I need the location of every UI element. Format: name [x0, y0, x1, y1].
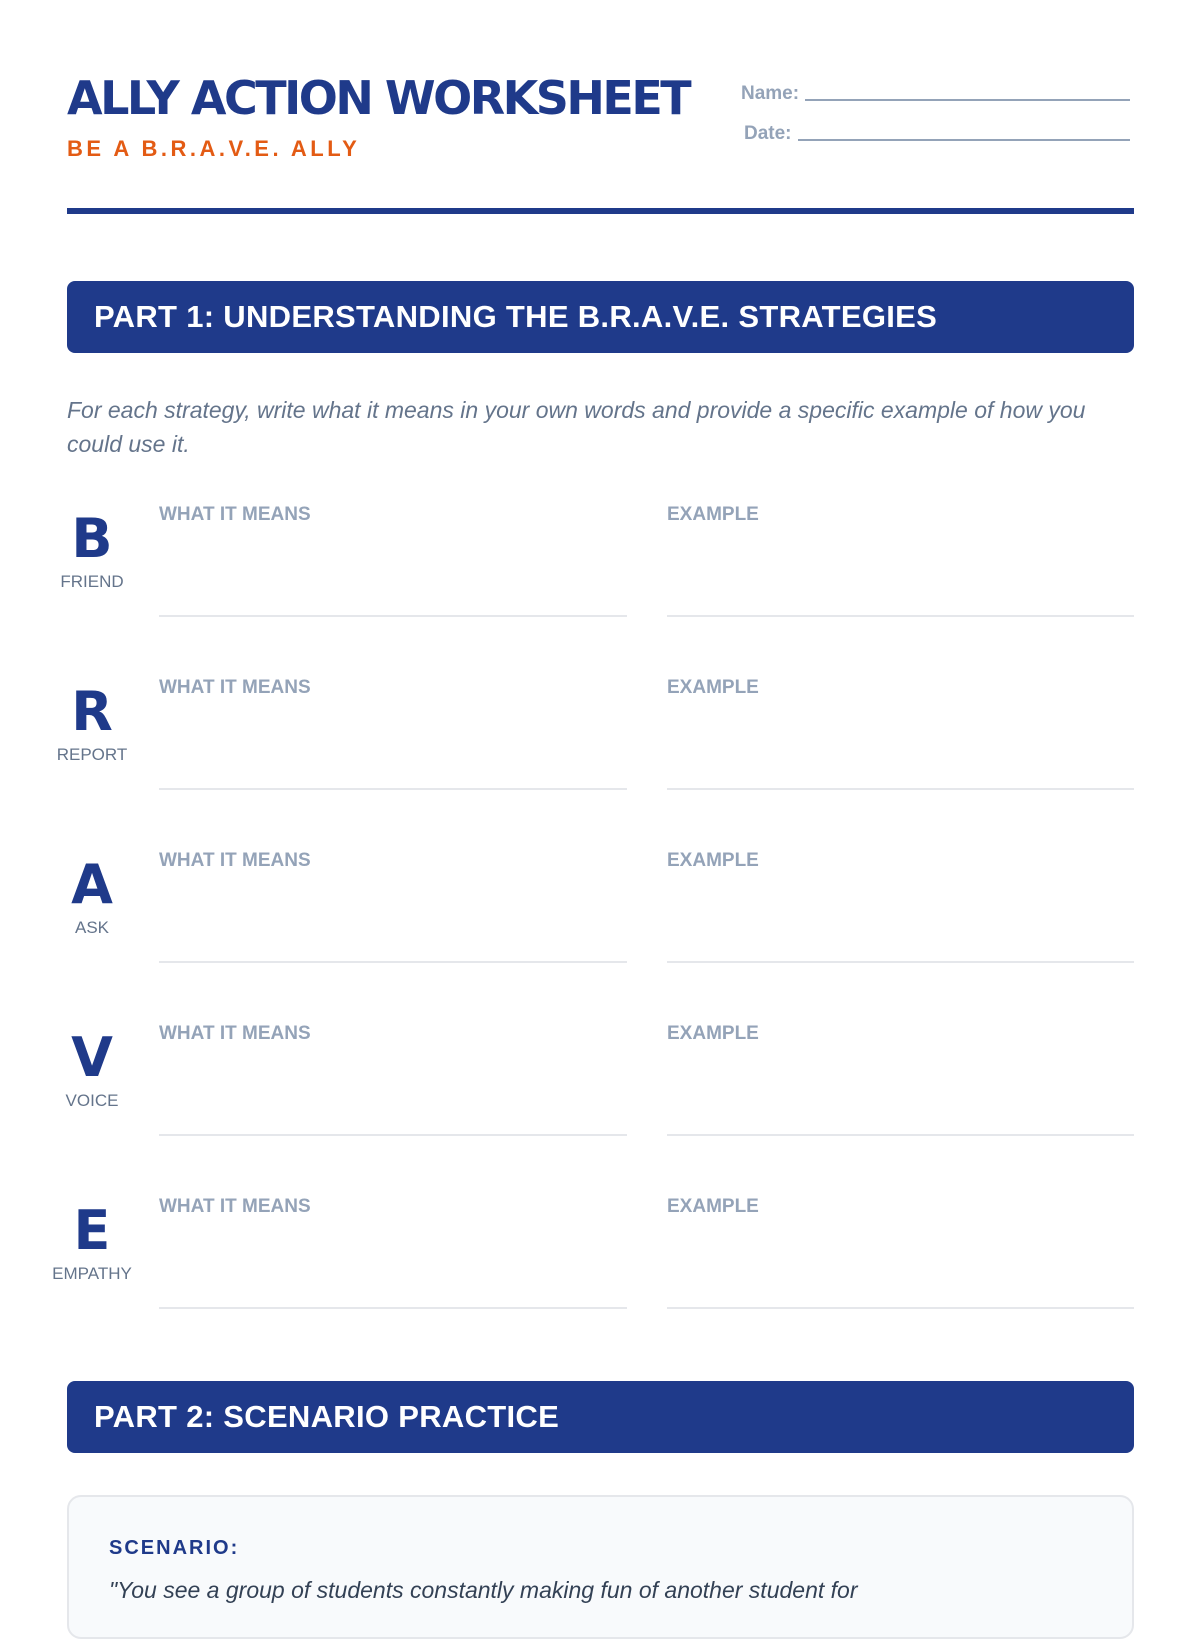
example-label: EXAMPLE [667, 1196, 759, 1217]
example-field[interactable] [667, 677, 1134, 790]
strategy-letter: E [73, 1199, 111, 1262]
scenario-label: SCENARIO: [109, 1537, 240, 1559]
example-label: EXAMPLE [667, 504, 759, 525]
strategy-letter: R [71, 680, 113, 743]
date-field[interactable] [744, 123, 1130, 145]
strategy-row-v [67, 1023, 1134, 1163]
part1-banner [67, 281, 1134, 353]
what-it-means-label: WHAT IT MEANS [159, 504, 311, 525]
strategy-row-r [56, 677, 1134, 817]
strategy-letter-block [46, 504, 138, 592]
part1-instructions: For each strategy, write what it means in your own words and provide a specific example of how you could use it. [67, 397, 1086, 457]
what-it-means-field[interactable] [159, 504, 627, 617]
strategy-letter: A [71, 853, 113, 916]
worksheet-header [67, 70, 1134, 160]
header-divider [67, 208, 1134, 214]
strategy-letter-block [46, 1023, 138, 1111]
example-field[interactable] [667, 1196, 1134, 1309]
strategy-word: FRIEND [60, 572, 124, 591]
part1-heading: PART 1: UNDERSTANDING THE B.R.A.V.E. STRATEGIES [94, 299, 938, 334]
strategy-letter: B [71, 507, 113, 570]
strategy-row-e [52, 1196, 1134, 1336]
what-it-means-label: WHAT IT MEANS [159, 677, 311, 698]
example-label: EXAMPLE [667, 850, 759, 871]
what-it-means-label: WHAT IT MEANS [159, 1023, 311, 1044]
strategy-word: VOICE [65, 1091, 119, 1110]
strategy-letter-block [46, 850, 138, 938]
page-title: ALLY ACTION WORKSHEET [67, 71, 690, 125]
example-field[interactable] [667, 1023, 1134, 1136]
date-line[interactable] [798, 139, 1130, 141]
example-field[interactable] [667, 504, 1134, 617]
strategy-row-b [60, 504, 1134, 644]
page-subtitle: BE A B.R.A.V.E. ALLY [67, 136, 361, 161]
strategy-word: ASK [74, 918, 110, 937]
strategy-word: EMPATHY [52, 1264, 132, 1283]
what-it-means-field[interactable] [159, 677, 627, 790]
example-field[interactable] [667, 850, 1134, 963]
name-line[interactable] [805, 99, 1130, 101]
strategy-letter-block [46, 1196, 138, 1284]
what-it-means-label: WHAT IT MEANS [159, 1196, 311, 1217]
strategy-row-a [67, 850, 1134, 990]
part2-banner [67, 1381, 1134, 1453]
part2-heading: PART 2: SCENARIO PRACTICE [94, 1399, 560, 1434]
strategy-word: REPORT [56, 745, 128, 764]
example-label: EXAMPLE [667, 1023, 759, 1044]
date-label: Date: [744, 123, 792, 144]
example-label: EXAMPLE [667, 677, 759, 698]
what-it-means-label: WHAT IT MEANS [159, 850, 311, 871]
strategy-letter-block [46, 677, 138, 765]
name-field[interactable] [741, 83, 1130, 105]
name-label: Name: [741, 83, 800, 104]
what-it-means-field[interactable] [159, 850, 627, 963]
what-it-means-field[interactable] [159, 1196, 627, 1309]
what-it-means-field[interactable] [159, 1023, 627, 1136]
scenario-card [67, 1495, 1134, 1639]
strategy-letter: V [71, 1026, 113, 1089]
scenario-text: "You see a group of students constantly making fun of another student for [109, 1577, 858, 1603]
